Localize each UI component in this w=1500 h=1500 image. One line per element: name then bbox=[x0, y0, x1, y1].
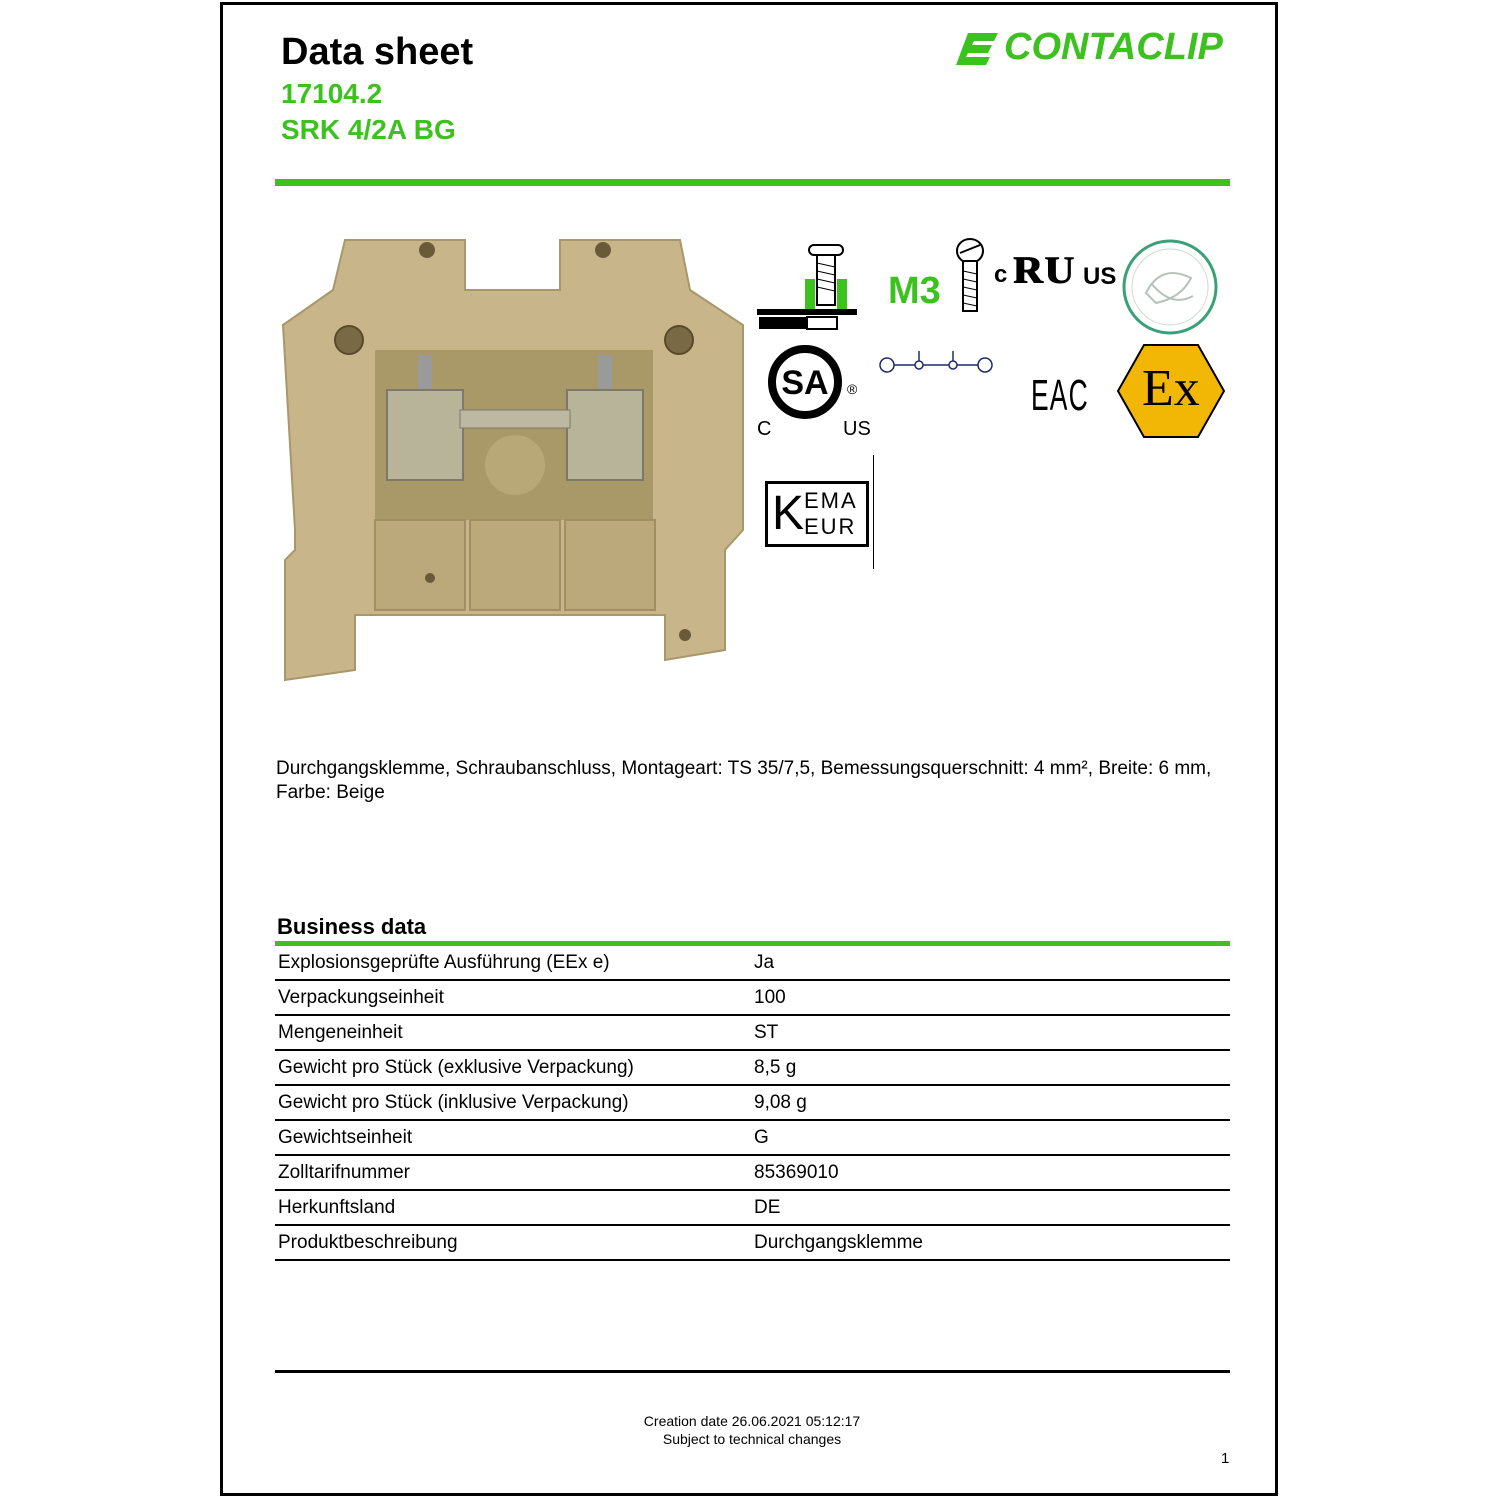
svg-text:SA: SA bbox=[781, 364, 829, 402]
screw-m3-icon bbox=[954, 237, 986, 317]
table-row bbox=[275, 1156, 1230, 1191]
ul-logo-icon: ʀᴜ bbox=[1012, 234, 1075, 296]
csa-logo-icon bbox=[765, 342, 860, 427]
csa-mark bbox=[757, 340, 877, 445]
row-key: Herkunftsland bbox=[278, 1197, 396, 1218]
row-key: Gewichtseinheit bbox=[278, 1127, 413, 1148]
technical-changes-note: Subject to technical changes bbox=[662, 1431, 842, 1447]
table-row bbox=[275, 1016, 1230, 1051]
contaclip-mark-icon bbox=[954, 23, 1004, 71]
row-key: Zolltarifnummer bbox=[278, 1162, 410, 1183]
business-data-table bbox=[275, 946, 1230, 1261]
row-value: DE bbox=[754, 1197, 781, 1218]
csa-c-label: C bbox=[757, 418, 772, 440]
table-row bbox=[275, 1191, 1230, 1226]
row-key: Explosionsgeprüfte Ausführung (EEx e) bbox=[278, 952, 610, 973]
row-value: G bbox=[754, 1127, 769, 1148]
table-row bbox=[275, 946, 1230, 981]
table-row bbox=[275, 981, 1230, 1016]
brand-name: CONTACLIP bbox=[1004, 26, 1223, 68]
contaclip-logo bbox=[954, 23, 1234, 71]
row-value: 9,08 g bbox=[754, 1092, 807, 1113]
row-value: Durchgangsklemme bbox=[754, 1232, 923, 1253]
table-row bbox=[275, 1121, 1230, 1156]
row-key: Produktbeschreibung bbox=[278, 1232, 458, 1253]
cul-c-label: c bbox=[994, 261, 1008, 288]
row-value: 8,5 g bbox=[754, 1057, 797, 1078]
article-number: 17104.2 bbox=[281, 78, 383, 109]
screw-connection-icon bbox=[757, 239, 857, 331]
kema-top: EMA bbox=[804, 488, 858, 513]
kema-box bbox=[765, 481, 869, 547]
terminal-block-image bbox=[275, 230, 753, 700]
page-number: 1 bbox=[1221, 1450, 1230, 1467]
m3-label: M3 bbox=[888, 270, 941, 312]
row-key: Verpackungseinheit bbox=[278, 987, 444, 1008]
row-value: 100 bbox=[754, 987, 786, 1008]
cul-us-label: US bbox=[1083, 263, 1117, 290]
header-divider bbox=[275, 179, 1230, 186]
row-value: ST bbox=[754, 1022, 779, 1043]
ex-mark bbox=[1116, 343, 1226, 439]
footer-divider bbox=[275, 1370, 1230, 1373]
data-sheet-page bbox=[220, 2, 1278, 1496]
page-title: Data sheet bbox=[281, 31, 474, 73]
product-description: Durchgangsklemme, Schraubanschluss, Montageart: TS 35/7,5, Bemessungsquerschnitt: 4 mm², Breite: 6 mm, Farbe: Beige bbox=[276, 758, 1212, 803]
table-row bbox=[275, 1086, 1230, 1121]
creation-date: Creation date 26.06.2021 05:12:17 bbox=[643, 1413, 861, 1429]
seal-mark-icon bbox=[1121, 238, 1219, 336]
eac-mark: EAC bbox=[1031, 371, 1089, 420]
table-row bbox=[275, 1226, 1230, 1261]
row-key: Gewicht pro Stück (inklusive Verpackung) bbox=[278, 1092, 629, 1113]
ex-label: Ex bbox=[1142, 360, 1200, 417]
table-row bbox=[275, 1051, 1230, 1086]
kema-keur-mark bbox=[761, 455, 874, 569]
cul-us-mark bbox=[994, 234, 1117, 301]
row-key: Mengeneinheit bbox=[278, 1022, 403, 1043]
business-data-title: Business data bbox=[277, 914, 427, 939]
kema-bottom: EUR bbox=[804, 514, 857, 539]
row-value: Ja bbox=[754, 952, 775, 973]
kema-k: K bbox=[772, 487, 805, 540]
row-key: Gewicht pro Stück (exklusive Verpackung) bbox=[278, 1057, 634, 1078]
csa-us-label: US bbox=[843, 418, 871, 440]
product-name: SRK 4/2A BG bbox=[281, 114, 456, 145]
row-value: 85369010 bbox=[754, 1162, 839, 1183]
svg-text:®: ® bbox=[847, 381, 858, 397]
terminal-schematic-icon bbox=[877, 343, 995, 379]
